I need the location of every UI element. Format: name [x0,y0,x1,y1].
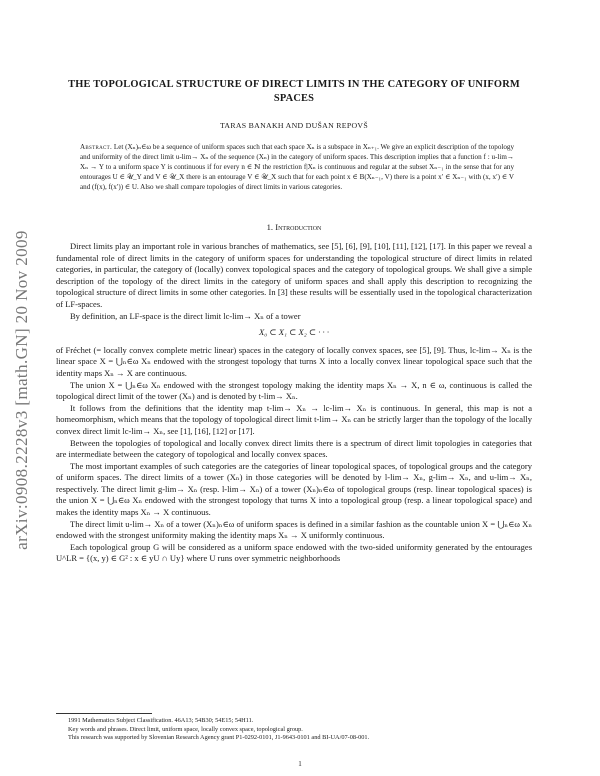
section-title-text: Introduction [275,222,322,232]
paper-title: THE TOPOLOGICAL STRUCTURE OF DIRECT LIMITS IN THE CATEGORY OF UNIFORM SPACES [68,79,520,104]
footnote-keywords: Key words and phrases. Direct limit, uniform space, locally convex space, topological group. [68,725,303,733]
paragraph: Each topological group G will be considered as a uniform space endowed with the two-sided uniformity generated by the entourages U^LR = {(x, y) ∈ G² : x ∈ yU ∩ Uy} where U runs over symmetric neighborhoods [56,541,532,564]
footnote-funding: This research was supported by Slovenian Research Agency grant P1-0292-0101, J1-9643-0101 and BI-UA/07-08-001. [68,734,370,742]
footnotes [56,713,532,743]
section-heading [56,222,532,232]
arxiv-identifier-text: arXiv:0908.2228v3 [math.GN] 20 Nov 2009 [12,230,31,550]
abstract [80,142,514,192]
paragraph: The direct limit u-lim→ Xₙ of a tower (Xₙ)ₙ∈ω of uniform spaces is defined in a similar fashion as the countable union X = ⋃ₙ∈ω Xₙ endowed with the strongest uniformity making the identity maps Xₙ → X uniformly continuous. [56,518,532,541]
abstract-text: Let (Xₙ)ₙ∈ω be a sequence of uniform spaces such that each space Xₙ is a subspace in Xₙ₊₁. We give an explicit description of the topology and uniformity of the direct limit u-lim→ Xₙ of the sequence (Xₙ) in the category of uniform spaces. This description implies that a function f : u-lim→ Xₙ → Y to a uniform space Y is continuous if for every n ∈ ℕ the restriction f|Xₙ is continuous and regular at the subset Xₙ₋₁ in the sense that for any entourages U ∈ 𝒰_Y and V ∈ 𝒰_X there is an entourage V ∈ 𝒰_X such that for each point x ∈ B(Xₙ₋₁, V) there is a point x′ ∈ Xₙ₋₁ with (x, x′) ∈ V and (f(x), f(x′)) ∈ U. Also we shall compare topologies of direct limits in various categories. [80,143,514,191]
footnote-rule [56,713,152,714]
paragraph: By definition, an LF-space is the direct limit lc-lim→ Xₙ of a tower [70,310,301,321]
body-text [56,241,532,565]
paragraph: of Fréchet (= locally convex complete metric linear) spaces in the category of locally convex spaces, see [5], [9]. Thus, lc-lim→ Xₙ is the linear space X = ⋃ₙ∈ω Xₙ endowed with the strongest topology that turns X into a locally convex linear topological space such that the identity maps Xₙ → X are continuous. [56,344,532,378]
paragraph: Between the topologies of topological and locally convex direct limits there is a spectrum of direct limit topologies in categories that are intermediate between the category of topological and locally convex spaces. [56,437,532,460]
main-content [56,78,532,565]
paragraph: The most important examples of such categories are the categories of linear topological spaces, of topological groups and the category of uniform spaces. The direct limits of a tower (Xₙ) in those categories will be denoted by l-lim→ Xₙ, g-lim→ Xₙ, and u-lim→ Xₙ, respectively. The direct limit g-lim→ Xₙ (resp. l-lim→ Xₙ) of a tower (Xₙ)ₙ∈ω of topological groups (resp. linear topological spaces) is the union X = ⋃ₙ∈ω Xₙ endowed with the strongest topology that turns X into a topological group (resp. a linear topological space) and makes the identity maps Xₙ → X continuous. [56,460,532,518]
page-number: 1 [298,760,302,768]
paragraph: It follows from the definitions that the identity map t-lim→ Xₙ → lc-lim→ Xₙ is continuous. In general, this map is not a homeomorphism, which means that the topology of topological direct limit t-lim→ Xₙ can be strictly larger than the topology of the locally convex direct limit lc-lim→ Xₙ, see [1], [16], [12] or [17]. [56,402,532,436]
section-number: 1. [266,222,274,232]
paper-authors: TARAS BANAKH AND DUŠAN REPOVŠ [219,121,368,130]
footnote-msc: 1991 Mathematics Subject Classification. 46A13; 54B30; 54E15; 54H11. [68,717,254,724]
paragraph: The union X = ⋃ₙ∈ω Xₙ endowed with the strongest topology making the identity maps Xₙ → X, n ∈ ω, continuous is called the topological direct limit of the tower (Xₙ) and is denoted by t-lim→ Xₙ. [56,379,532,402]
arxiv-identifier-stamp [10,190,34,590]
abstract-label: Abstract. [80,143,113,151]
paragraph: Direct limits play an important role in various branches of mathematics, see [5], [6], [9], [10], [11], [12], [17]. In this paper we reveal a fundamental role of direct limits in the category of uniform spaces for understanding the topological structure of direct limits in related categories, in particular, the category of (locally) convex topological spaces and the category of topological groups. We shall give a simple description of the topology of the direct limits in the category of uniform spaces and shall apply this description to recognizing the topological structure of direct limits in some other categories. In [3] these results will be essentially used in the topological characterization of LF-spaces. [56,241,532,309]
display-formula: X₀ ⊂ X₁ ⊂ X₂ ⊂ · · · [259,327,329,338]
